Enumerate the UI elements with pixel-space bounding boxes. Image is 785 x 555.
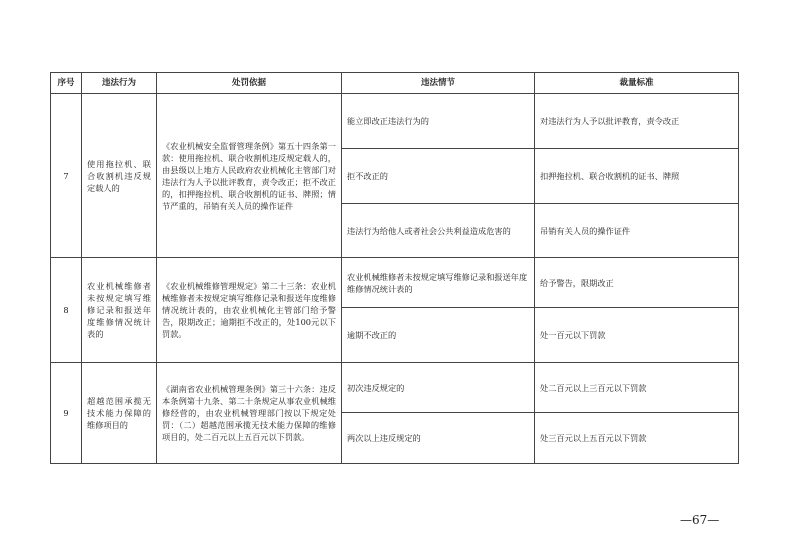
table-row	[51, 258, 739, 308]
penalty-table	[50, 72, 739, 464]
circumstance-cell: 两次以上违反规定的	[342, 413, 535, 464]
header-discretion-standard: 裁量标准	[535, 73, 739, 94]
circumstance-cell: 初次违反规定的	[342, 363, 535, 413]
legal-basis-cell: 《湖南省农业机械管理条例》第三十六条：违反本条例第十九条、第二十条规定从事农业机械维修经营的，由农业机械管理部门按以下规定处罚：（二）超越范围承揽无技术能力保障的维修项目的，处二百元以上五百元以下罚款。	[157, 363, 342, 464]
row-number: 7	[51, 94, 82, 258]
standard-cell: 处三百元以上五百元以下罚款	[535, 413, 739, 464]
violation-cell: 农业机械维修者未按规定填写维修记录和报送年度维修情况统计表的	[82, 258, 157, 363]
circumstance-cell: 拒不改正的	[342, 149, 535, 204]
row-number: 8	[51, 258, 82, 363]
circumstance-cell: 能立即改正违法行为的	[342, 94, 535, 149]
legal-basis-cell: 《农业机械维修管理规定》第二十三条：农业机械维修者未按规定填写维修记录和报送年度维修情况统计表的，由农业机械化主管部门给予警告，限期改正；逾期拒不改正的，处100元以下罚款。	[157, 258, 342, 363]
violation-cell: 超越范围承揽无技术能力保障的维修项目的	[82, 363, 157, 464]
standard-cell: 扣押拖拉机、联合收割机的证书、牌照	[535, 149, 739, 204]
circumstance-cell: 违法行为给他人或者社会公共利益造成危害的	[342, 204, 535, 258]
page-number: —67—	[680, 513, 720, 527]
circumstance-cell: 逾期不改正的	[342, 308, 535, 363]
standard-cell: 对违法行为人予以批评教育，责令改正	[535, 94, 739, 149]
circumstance-cell: 农业机械维修者未按规定填写维修记录和报送年度维修情况统计表的	[342, 258, 535, 308]
violation-cell: 使用拖拉机、联合收割机违反规定载人的	[82, 94, 157, 258]
legal-basis-cell: 《农业机械安全监督管理条例》第五十四条第一款：使用拖拉机、联合收割机违反规定载人的，由县级以上地方人民政府农业机械化主管部门对违法行为人予以批评教育，责令改正；拒不改正的，扣押拖拉机、联合收割机的证书、牌照；情节严重的，吊销有关人员的操作证件	[157, 94, 342, 258]
standard-cell: 吊销有关人员的操作证件	[535, 204, 739, 258]
table-row	[51, 94, 739, 149]
table-row	[51, 363, 739, 413]
header-violation: 违法行为	[82, 73, 157, 94]
header-legal-basis: 处罚依据	[157, 73, 342, 94]
standard-cell: 给予警告，限期改正	[535, 258, 739, 308]
row-number: 9	[51, 363, 82, 464]
standard-cell: 处一百元以下罚款	[535, 308, 739, 363]
table-header-row	[51, 73, 739, 94]
standard-cell: 处二百元以上三百元以下罚款	[535, 363, 739, 413]
header-circumstances: 违法情节	[342, 73, 535, 94]
header-serial-number: 序号	[51, 73, 82, 94]
